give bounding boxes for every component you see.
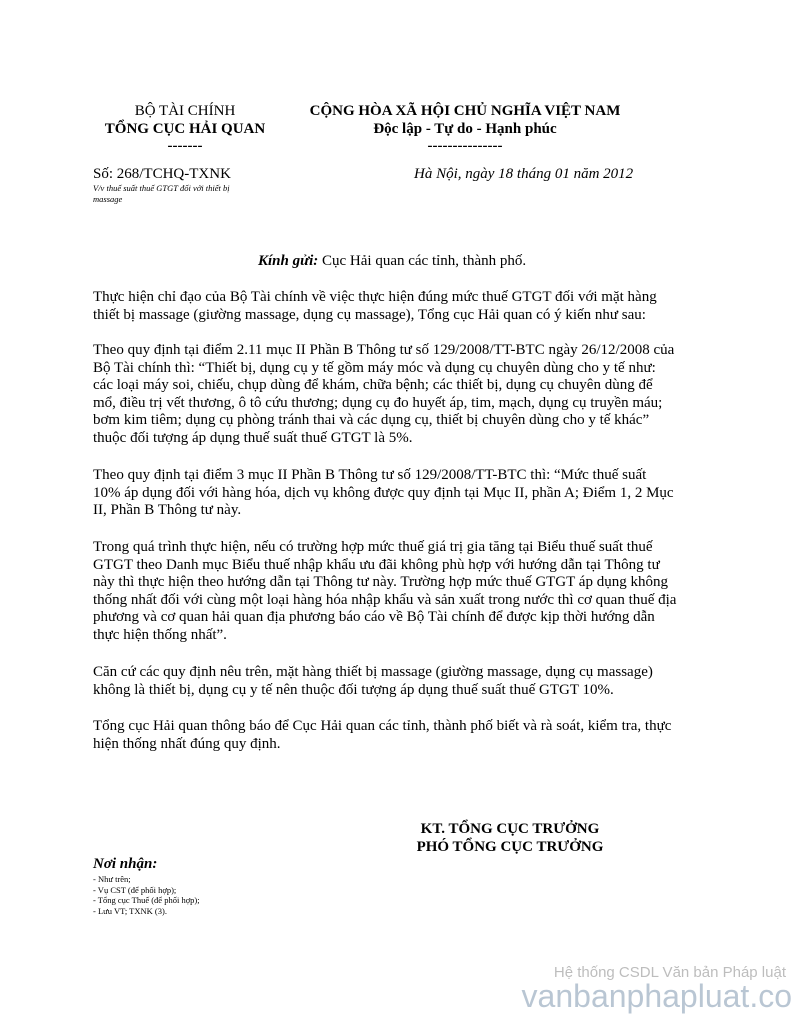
- body-paragraph-3: [93, 467, 733, 520]
- paragraph-line: II, Phần B Thông tư này.: [93, 502, 242, 519]
- paragraph-line: Bộ Tài chính thì: “Thiết bị, dụng cụ y tế gồm máy móc và dụng cụ chuyên dùng cho y tế như:: [93, 359, 656, 376]
- paragraph-line: mổ, điều trị vết thương, ô tô cứu thương; dụng cụ đo huyết áp, tim, mạch, dụng cụ truyền máu;: [93, 394, 663, 411]
- paragraph-line: 10% áp dụng đối với hàng hóa, dịch vụ không được quy định tại Mục II, phần A; Điểm 1, 2 Mục: [93, 484, 674, 501]
- paragraph-line: Theo quy định tại điểm 2.11 mục II Phần B Thông tư số 129/2008/TT-BTC ngày 26/12/2008 của: [93, 342, 675, 358]
- recipient-item: - Lưu VT; TXNK (3).: [93, 905, 167, 916]
- paragraph-line: bơm kim tiêm; dụng cụ phòng tránh thai và các dụng cụ, thiết bị chuyên dùng cho y tế khác”: [93, 412, 650, 429]
- body-paragraph-1: [93, 289, 733, 324]
- paragraph-line: thống nhất đối với cùng một loại hàng hóa nhập khẩu và sản xuất trong nước thì cơ quan thuế địa: [93, 591, 677, 608]
- paragraph-line: Tổng cục Hải quan thông báo để Cục Hải quan các tỉnh, thành phố biết và rà soát, kiểm tra, thực: [93, 718, 672, 734]
- body-paragraph-6: [93, 718, 733, 753]
- paragraph-line: không là thiết bị, dụng cụ y tế nên thuộc đối tượng áp dụng thuế suất thuế GTGT 10%.: [93, 681, 614, 698]
- document-subject: [93, 183, 293, 205]
- paragraph-line: Thực hiện chỉ đạo của Bộ Tài chính về việc thực hiện đúng mức thuế GTGT đối với mặt hàng: [93, 289, 657, 305]
- right-header-divider: ---------------: [427, 138, 503, 154]
- department-name: TỔNG CỤC HẢI QUAN: [104, 121, 266, 137]
- recipient-list: [93, 874, 200, 916]
- subject-line: V/v thuế suất thuế GTGT đối với thiết bị: [93, 183, 230, 193]
- greeting-recipient: Cục Hải quan các tỉnh, thành phố.: [318, 253, 527, 269]
- body-paragraph-4: [93, 539, 733, 645]
- body-paragraph-2: [93, 342, 733, 448]
- document-number: Số: 268/TCHQ-TXNK: [93, 166, 231, 182]
- greeting-label: Kính gửi:: [258, 253, 319, 269]
- recipient-item: - Vụ CST (để phối hợp);: [93, 884, 177, 895]
- paragraph-line: GTGT theo Danh mục Biểu thuế nhập khẩu ưu đãi không phù hợp với hướng dẫn tại Thông tư: [93, 556, 660, 573]
- recipient-item: - Như trên;: [93, 874, 131, 884]
- paragraph-line: thiết bị massage (giường massage, dụng cụ massage), Tổng cục Hải quan có ý kiến như sau:: [93, 306, 646, 323]
- ministry-name: BỘ TÀI CHÍNH: [134, 103, 236, 119]
- issue-date: Hà Nội, ngày 18 tháng 01 năm 2012: [414, 166, 634, 182]
- national-motto: Độc lập - Tự do - Hạnh phúc: [373, 121, 557, 137]
- paragraph-line: thực hiện thống nhất”.: [93, 626, 227, 643]
- paragraph-line: thuộc đối tượng áp dụng thuế suất thuế GTGT là 5%.: [93, 429, 413, 446]
- greeting: [258, 252, 526, 270]
- watermark-caption: Hệ thống CSDL Văn bản Pháp luật: [553, 964, 786, 981]
- signature-subtitle: PHÓ TỔNG CỤC TRƯỞNG: [416, 839, 604, 855]
- paragraph-line: Theo quy định tại điểm 3 mục II Phần B Thông tư số 129/2008/TT-BTC thì: “Mức thuế suất: [93, 467, 647, 483]
- recipients-title: Nơi nhận:: [93, 856, 158, 872]
- subject-line: massage: [93, 194, 123, 204]
- paragraph-line: này thì thực hiện theo hướng dẫn tại Thông tư này. Trường hợp mức thuế GTGT áp dụng không: [93, 574, 668, 591]
- body-paragraph-5: [93, 664, 733, 699]
- watermark-site: vanbanphapluat.co: [521, 978, 792, 1014]
- paragraph-line: phương và cơ quan hải quan địa phương báo cáo về Bộ Tài chính để được kịp thời hướng dẫn: [93, 609, 655, 626]
- signature-title: KT. TỔNG CỤC TRƯỞNG: [420, 821, 600, 837]
- paragraph-line: Trong quá trình thực hiện, nếu có trường hợp mức thuế giá trị gia tăng tại Biểu thuế suất thuế: [93, 539, 653, 555]
- left-header-divider: -------: [167, 138, 203, 154]
- paragraph-line: hiện thống nhất đúng quy định.: [93, 735, 281, 752]
- paragraph-line: các loại máy soi, chiếu, chụp dùng để khám, chữa bệnh; các thiết bị, dụng cụ chuyên dùng để: [93, 377, 653, 394]
- recipient-item: - Tổng cục Thuế (để phối hợp);: [93, 895, 200, 905]
- paragraph-line: Căn cứ các quy định nêu trên, mặt hàng thiết bị massage (giường massage, dụng cụ massage): [93, 664, 653, 680]
- country-name: CỘNG HÒA XÃ HỘI CHỦ NGHĨA VIỆT NAM: [309, 103, 621, 119]
